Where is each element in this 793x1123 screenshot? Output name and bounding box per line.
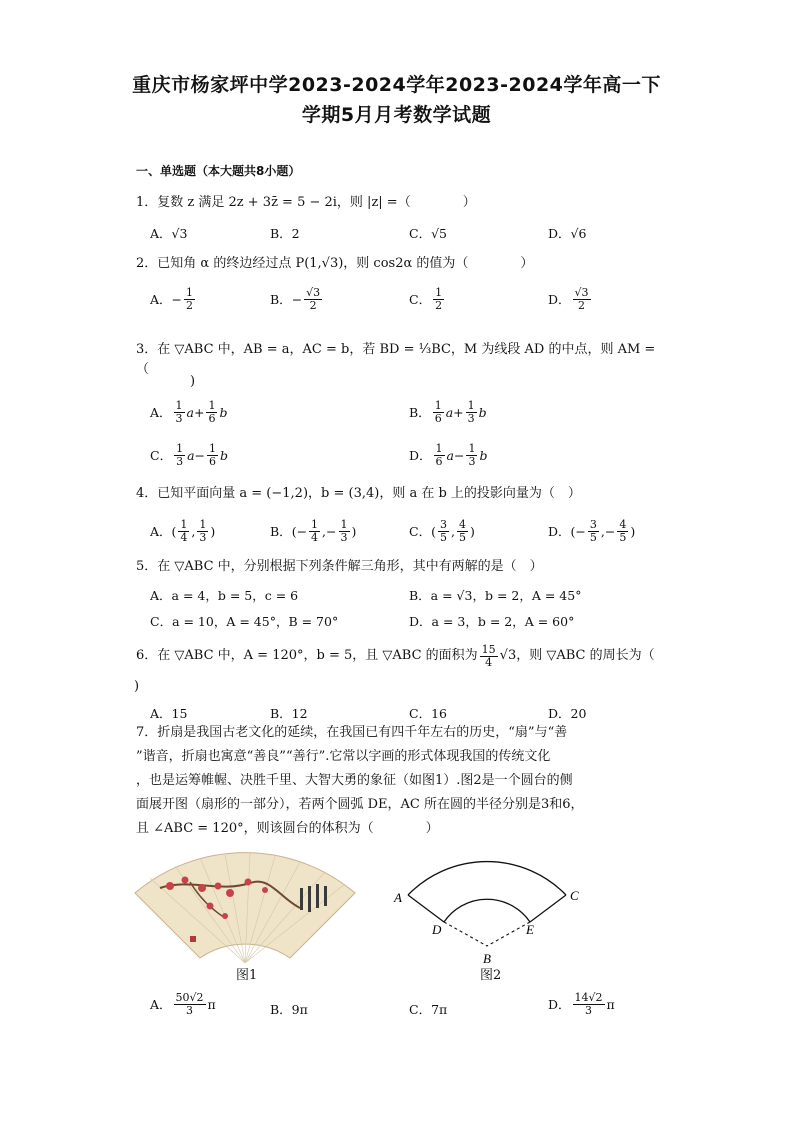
q4-option-a: A． ( $\frac{1}{4}$ , $\frac{1}{3}$ ) [150, 518, 216, 544]
point-c-label: C [570, 888, 579, 903]
q5-option-c: C．a = 10，A = 45°，B = 70° [150, 614, 339, 629]
q6-option-d: D．20 [548, 706, 587, 721]
q3-option-b: B． $\frac{1}{6}$ a + $\frac{1}{3}$ b [409, 399, 487, 425]
question-4-stem: 4．已知平面向量 a = (−1,2)，b = (3,4)，则 a 在 b 上的投影向量为（ ） [136, 486, 581, 501]
q2-option-a: A． − $\frac{1}{2}$ [150, 286, 194, 312]
q6-option-a: A．15 [150, 706, 188, 721]
exam-title-line2: 学期5月月考数学试题 [301, 104, 492, 126]
q5-option-d: D．a = 3，b = 2，A = 60° [409, 614, 575, 629]
q3-option-c: C． $\frac{1}{3}$ a − $\frac{1}{6}$ b [150, 442, 229, 468]
q2-option-c: C． $\frac{1}{2}$ [409, 286, 443, 312]
q5-option-b: B．a = √3，b = 2，A = 45° [409, 588, 582, 603]
q7-option-b: B．9π [270, 1002, 308, 1017]
question-6-stem-close: ) [134, 679, 140, 694]
q5-option-a: A．a = 4，b = 5，c = 6 [150, 588, 299, 603]
q7-option-a: A． $\frac{50√2}{3}$ π [150, 991, 216, 1017]
question-7-line1: 7．折扇是我国古老文化的延续，在我国已有四千年左右的历史，“扇”与“善 [136, 725, 568, 740]
q2-option-b: B． − $\frac{√3}{2}$ [270, 286, 321, 312]
question-3-stem-close: ) [190, 374, 196, 389]
question-3-stem: 3．在 ▽ABC 中，AB = a，AC = b，若 BD = ⅓BC，M 为线段 AD 的中点，则 AM =（ [136, 342, 656, 378]
q3-option-d: D． $\frac{1}{6}$ a − $\frac{1}{3}$ b [409, 442, 488, 468]
q1-option-d: D．√6 [548, 226, 587, 241]
point-b-label: B [483, 951, 491, 966]
question-7-line4: 面展开图（扇形的一部分），若两个圆弧 DE，AC 所在圆的半径分别是3和6， [136, 797, 584, 812]
q7-option-c: C．7π [409, 1002, 448, 1017]
point-d-label: D [432, 922, 442, 937]
q6-option-b: B．12 [270, 706, 308, 721]
point-e-label: E [526, 922, 534, 937]
question-7-line2: ”谐音，折扇也寓意“善良”“善行”.它常以字画的形式体现我国的传统文化 [136, 749, 551, 764]
question-7-line5: 且 ∠ABC = 120°，则该圆台的体积为（ ） [136, 821, 439, 836]
figure-1-label: 图1 [236, 968, 258, 983]
frustum-development-diagram [388, 850, 588, 970]
question-7-line3: ，也是运筹帷幄、决胜千里、大智大勇的象征（如图1）.图2是一个圆台的侧 [136, 773, 573, 788]
figure-2-label: 图2 [480, 968, 502, 983]
q4-option-b: B． (− $\frac{1}{4}$ ,− $\frac{1}{3}$ ) [270, 518, 357, 544]
q1-option-a: A．√3 [150, 226, 188, 241]
question-6-stem: 6．在 ▽ABC 中，A = 120°，b = 5，且 ▽ABC 的面积为 $\frac{15}{4}$ √3 ，则 ▽ABC 的周长为（ [136, 643, 655, 669]
folding-fan-image [130, 848, 360, 963]
point-a-label: A [394, 890, 402, 905]
question-5-stem: 5．在 ▽ABC 中，分别根据下列条件解三角形，其中有两解的是（ ） [136, 559, 543, 574]
q7-option-d: D． $\frac{14√2}{3}$ π [548, 991, 615, 1017]
q1-option-b: B．2 [270, 226, 300, 241]
q4-option-d: D． (− $\frac{3}{5}$ ,− $\frac{4}{5}$ ) [548, 518, 636, 544]
question-2-stem: 2．已知角 α 的终边经过点 P(1,√3)，则 cos2α 的值为（ ） [136, 256, 534, 271]
q3-option-a: A． $\frac{1}{3}$ a + $\frac{1}{6}$ b [150, 399, 228, 425]
q4-option-c: C． ( $\frac{3}{5}$ , $\frac{4}{5}$ ) [409, 518, 475, 544]
exam-title-line1: 重庆市杨家坪中学2023-2024学年2023-2024学年高一下 [132, 74, 661, 96]
q1-option-c: C．√5 [409, 226, 447, 241]
q6-option-c: C．16 [409, 706, 447, 721]
section-heading: 一、单选题（本大题共8小题） [136, 164, 301, 178]
question-1-stem: 1．复数 z 满足 2z + 3z̄ = 5 − 2i，则 |z| =（ ） [136, 195, 476, 210]
q2-option-d: D． $\frac{√3}{2}$ [548, 286, 589, 312]
